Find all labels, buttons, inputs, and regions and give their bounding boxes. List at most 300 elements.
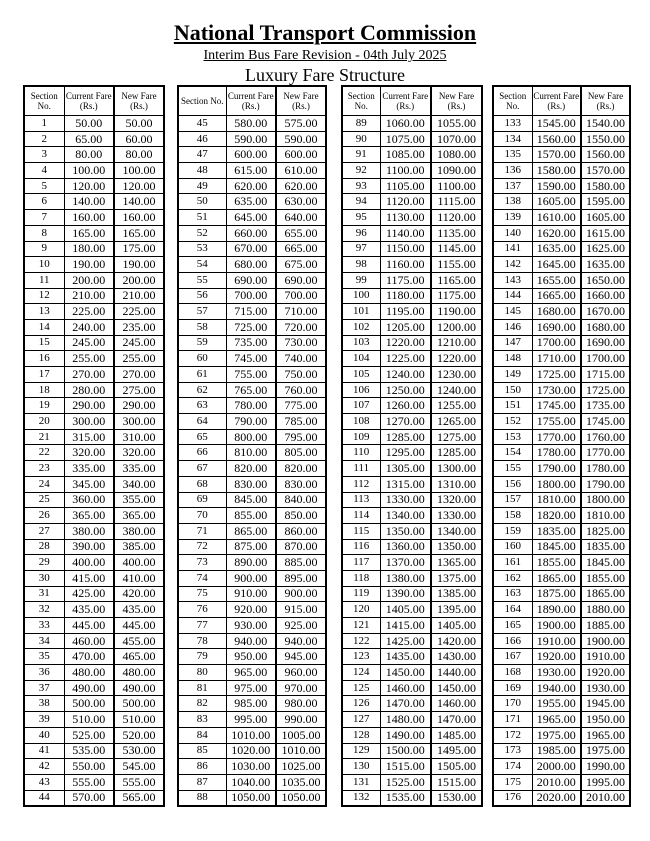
current-fare-cell: 280.00 bbox=[64, 382, 114, 398]
current-fare-cell: 800.00 bbox=[226, 429, 276, 445]
current-fare-cell: 1525.00 bbox=[380, 774, 431, 790]
current-fare-cell: 830.00 bbox=[226, 476, 276, 492]
section-no-cell: 61 bbox=[178, 367, 226, 383]
new-fare-cell: 175.00 bbox=[114, 241, 164, 257]
section-no-cell: 94 bbox=[342, 194, 380, 210]
table-row bbox=[342, 272, 482, 288]
new-fare-cell: 1635.00 bbox=[581, 257, 630, 273]
section-no-cell: 80 bbox=[178, 665, 226, 681]
new-fare-cell: 1530.00 bbox=[431, 790, 482, 806]
table-header-row bbox=[24, 86, 164, 116]
table-row bbox=[24, 225, 164, 241]
table-row bbox=[24, 696, 164, 712]
new-fare-cell: 640.00 bbox=[276, 210, 326, 226]
current-fare-cell: 380.00 bbox=[64, 523, 114, 539]
header-current-fare: Current Fare (Rs.) bbox=[532, 86, 581, 116]
current-fare-cell: 1890.00 bbox=[532, 602, 581, 618]
table-row bbox=[342, 618, 482, 634]
new-fare-cell: 1255.00 bbox=[431, 398, 482, 414]
current-fare-cell: 920.00 bbox=[226, 602, 276, 618]
current-fare-cell: 1790.00 bbox=[532, 461, 581, 477]
table-row bbox=[178, 649, 326, 665]
table-row bbox=[24, 304, 164, 320]
table-row bbox=[24, 790, 164, 806]
current-fare-cell: 1415.00 bbox=[380, 618, 431, 634]
table-row bbox=[24, 759, 164, 775]
table-row bbox=[493, 225, 630, 241]
new-fare-cell: 1145.00 bbox=[431, 241, 482, 257]
current-fare-cell: 1920.00 bbox=[532, 649, 581, 665]
table-row bbox=[342, 367, 482, 383]
new-fare-cell: 1395.00 bbox=[431, 602, 482, 618]
current-fare-cell: 755.00 bbox=[226, 367, 276, 383]
current-fare-cell: 715.00 bbox=[226, 304, 276, 320]
table-row bbox=[342, 727, 482, 743]
current-fare-cell: 900.00 bbox=[226, 570, 276, 586]
section-no-cell: 83 bbox=[178, 712, 226, 728]
current-fare-cell: 200.00 bbox=[64, 272, 114, 288]
table-row bbox=[493, 414, 630, 430]
table-row bbox=[493, 618, 630, 634]
table-row bbox=[24, 461, 164, 477]
table-row bbox=[178, 367, 326, 383]
current-fare-cell: 80.00 bbox=[64, 147, 114, 163]
new-fare-cell: 820.00 bbox=[276, 461, 326, 477]
new-fare-cell: 1735.00 bbox=[581, 398, 630, 414]
current-fare-cell: 255.00 bbox=[64, 351, 114, 367]
new-fare-cell: 870.00 bbox=[276, 539, 326, 555]
new-fare-cell: 1055.00 bbox=[431, 116, 482, 132]
current-fare-cell: 480.00 bbox=[64, 665, 114, 681]
new-fare-cell: 365.00 bbox=[114, 508, 164, 524]
new-fare-cell: 1780.00 bbox=[581, 461, 630, 477]
section-no-cell: 17 bbox=[24, 367, 64, 383]
current-fare-cell: 1105.00 bbox=[380, 178, 431, 194]
new-fare-cell: 1115.00 bbox=[431, 194, 482, 210]
header-section-no: Section No. bbox=[342, 86, 380, 116]
new-fare-cell: 1375.00 bbox=[431, 570, 482, 586]
new-fare-cell: 1405.00 bbox=[431, 618, 482, 634]
current-fare-cell: 525.00 bbox=[64, 727, 114, 743]
table-row bbox=[178, 680, 326, 696]
table-row bbox=[24, 398, 164, 414]
table-row bbox=[342, 743, 482, 759]
section-no-cell: 22 bbox=[24, 445, 64, 461]
section-no-cell: 119 bbox=[342, 586, 380, 602]
table-row bbox=[24, 476, 164, 492]
table-row bbox=[493, 555, 630, 571]
new-fare-cell: 1790.00 bbox=[581, 476, 630, 492]
section-no-cell: 9 bbox=[24, 241, 64, 257]
new-fare-cell: 50.00 bbox=[114, 116, 164, 132]
current-fare-cell: 240.00 bbox=[64, 319, 114, 335]
new-fare-cell: 455.00 bbox=[114, 633, 164, 649]
section-no-cell: 36 bbox=[24, 665, 64, 681]
current-fare-cell: 1645.00 bbox=[532, 257, 581, 273]
current-fare-cell: 210.00 bbox=[64, 288, 114, 304]
new-fare-cell: 1175.00 bbox=[431, 288, 482, 304]
table-row bbox=[178, 476, 326, 492]
section-no-cell: 64 bbox=[178, 414, 226, 430]
table-row bbox=[493, 178, 630, 194]
new-fare-cell: 160.00 bbox=[114, 210, 164, 226]
table-row bbox=[493, 319, 630, 335]
table-row bbox=[24, 288, 164, 304]
table-row bbox=[342, 680, 482, 696]
section-no-cell: 18 bbox=[24, 382, 64, 398]
current-fare-cell: 660.00 bbox=[226, 225, 276, 241]
current-fare-cell: 1985.00 bbox=[532, 743, 581, 759]
current-fare-cell: 580.00 bbox=[226, 116, 276, 132]
new-fare-cell: 915.00 bbox=[276, 602, 326, 618]
table-row bbox=[342, 586, 482, 602]
current-fare-cell: 975.00 bbox=[226, 680, 276, 696]
section-no-cell: 44 bbox=[24, 790, 64, 806]
section-no-cell: 89 bbox=[342, 116, 380, 132]
table-row bbox=[178, 570, 326, 586]
new-fare-cell: 1700.00 bbox=[581, 351, 630, 367]
new-fare-cell: 2010.00 bbox=[581, 790, 630, 806]
section-no-cell: 11 bbox=[24, 272, 64, 288]
table-row bbox=[342, 555, 482, 571]
table-row bbox=[178, 633, 326, 649]
new-fare-cell: 1930.00 bbox=[581, 680, 630, 696]
current-fare-cell: 315.00 bbox=[64, 429, 114, 445]
section-no-cell: 132 bbox=[342, 790, 380, 806]
current-fare-cell: 1030.00 bbox=[226, 759, 276, 775]
current-fare-cell: 320.00 bbox=[64, 445, 114, 461]
table-row bbox=[178, 398, 326, 414]
new-fare-cell: 200.00 bbox=[114, 272, 164, 288]
current-fare-cell: 1560.00 bbox=[532, 131, 581, 147]
new-fare-cell: 1155.00 bbox=[431, 257, 482, 273]
new-fare-cell: 1135.00 bbox=[431, 225, 482, 241]
new-fare-cell: 565.00 bbox=[114, 790, 164, 806]
new-fare-cell: 300.00 bbox=[114, 414, 164, 430]
new-fare-cell: 1845.00 bbox=[581, 555, 630, 571]
section-no-cell: 103 bbox=[342, 335, 380, 351]
section-no-cell: 125 bbox=[342, 680, 380, 696]
table-row bbox=[178, 790, 326, 806]
current-fare-cell: 745.00 bbox=[226, 351, 276, 367]
table-row bbox=[342, 492, 482, 508]
current-fare-cell: 1745.00 bbox=[532, 398, 581, 414]
table-row bbox=[493, 508, 630, 524]
table-row bbox=[342, 178, 482, 194]
page-title: National Transport Commission bbox=[173, 20, 477, 45]
section-no-cell: 21 bbox=[24, 429, 64, 445]
current-fare-cell: 1590.00 bbox=[532, 178, 581, 194]
table-row bbox=[342, 774, 482, 790]
current-fare-cell: 820.00 bbox=[226, 461, 276, 477]
table-row bbox=[24, 194, 164, 210]
table-row bbox=[493, 257, 630, 273]
section-no-cell: 24 bbox=[24, 476, 64, 492]
section-no-cell: 88 bbox=[178, 790, 226, 806]
current-fare-cell: 1975.00 bbox=[532, 727, 581, 743]
current-fare-cell: 1665.00 bbox=[532, 288, 581, 304]
table-row bbox=[24, 335, 164, 351]
current-fare-cell: 120.00 bbox=[64, 178, 114, 194]
new-fare-cell: 1165.00 bbox=[431, 272, 482, 288]
section-no-cell: 135 bbox=[493, 147, 532, 163]
new-fare-cell: 400.00 bbox=[114, 555, 164, 571]
table-row bbox=[493, 523, 630, 539]
section-no-cell: 169 bbox=[493, 680, 532, 696]
section-no-cell: 123 bbox=[342, 649, 380, 665]
current-fare-cell: 1770.00 bbox=[532, 429, 581, 445]
new-fare-cell: 1340.00 bbox=[431, 523, 482, 539]
current-fare-cell: 1800.00 bbox=[532, 476, 581, 492]
new-fare-cell: 900.00 bbox=[276, 586, 326, 602]
table-row bbox=[24, 429, 164, 445]
table-row bbox=[493, 304, 630, 320]
section-no-cell: 74 bbox=[178, 570, 226, 586]
section-no-cell: 161 bbox=[493, 555, 532, 571]
table-row bbox=[24, 210, 164, 226]
table-row bbox=[342, 304, 482, 320]
current-fare-cell: 1435.00 bbox=[380, 649, 431, 665]
section-no-cell: 35 bbox=[24, 649, 64, 665]
table-row bbox=[493, 351, 630, 367]
current-fare-cell: 1700.00 bbox=[532, 335, 581, 351]
new-fare-cell: 1950.00 bbox=[581, 712, 630, 728]
section-no-cell: 133 bbox=[493, 116, 532, 132]
new-fare-cell: 1550.00 bbox=[581, 131, 630, 147]
table-row bbox=[493, 194, 630, 210]
table-row bbox=[342, 665, 482, 681]
current-fare-cell: 1270.00 bbox=[380, 414, 431, 430]
current-fare-cell: 1315.00 bbox=[380, 476, 431, 492]
table-row bbox=[342, 288, 482, 304]
section-no-cell: 120 bbox=[342, 602, 380, 618]
current-fare-cell: 1010.00 bbox=[226, 727, 276, 743]
section-no-cell: 4 bbox=[24, 163, 64, 179]
new-fare-cell: 1885.00 bbox=[581, 618, 630, 634]
header-new-fare: New Fare (Rs.) bbox=[581, 86, 630, 116]
table-row bbox=[342, 712, 482, 728]
new-fare-cell: 1300.00 bbox=[431, 461, 482, 477]
table-row bbox=[493, 696, 630, 712]
section-no-cell: 158 bbox=[493, 508, 532, 524]
new-fare-cell: 1420.00 bbox=[431, 633, 482, 649]
current-fare-cell: 1810.00 bbox=[532, 492, 581, 508]
section-no-cell: 130 bbox=[342, 759, 380, 775]
table-row bbox=[178, 774, 326, 790]
new-fare-cell: 1965.00 bbox=[581, 727, 630, 743]
section-no-cell: 102 bbox=[342, 319, 380, 335]
table-row bbox=[493, 759, 630, 775]
current-fare-cell: 50.00 bbox=[64, 116, 114, 132]
fare-table-1 bbox=[23, 85, 165, 807]
new-fare-cell: 445.00 bbox=[114, 618, 164, 634]
current-fare-cell: 1380.00 bbox=[380, 570, 431, 586]
section-no-cell: 171 bbox=[493, 712, 532, 728]
current-fare-cell: 535.00 bbox=[64, 743, 114, 759]
table-row bbox=[178, 351, 326, 367]
new-fare-cell: 1945.00 bbox=[581, 696, 630, 712]
new-fare-cell: 610.00 bbox=[276, 163, 326, 179]
table-row bbox=[178, 335, 326, 351]
current-fare-cell: 780.00 bbox=[226, 398, 276, 414]
section-no-cell: 91 bbox=[342, 147, 380, 163]
current-fare-cell: 1535.00 bbox=[380, 790, 431, 806]
table-row bbox=[24, 367, 164, 383]
table-header-row bbox=[178, 86, 326, 116]
section-no-cell: 92 bbox=[342, 163, 380, 179]
current-fare-cell: 1855.00 bbox=[532, 555, 581, 571]
table-row bbox=[493, 602, 630, 618]
new-fare-cell: 1220.00 bbox=[431, 351, 482, 367]
new-fare-cell: 1595.00 bbox=[581, 194, 630, 210]
section-no-cell: 6 bbox=[24, 194, 64, 210]
new-fare-cell: 1760.00 bbox=[581, 429, 630, 445]
table-header-row bbox=[493, 86, 630, 116]
new-fare-cell: 1495.00 bbox=[431, 743, 482, 759]
new-fare-cell: 235.00 bbox=[114, 319, 164, 335]
section-no-cell: 144 bbox=[493, 288, 532, 304]
new-fare-cell: 630.00 bbox=[276, 194, 326, 210]
table-row bbox=[178, 539, 326, 555]
section-no-cell: 75 bbox=[178, 586, 226, 602]
current-fare-cell: 500.00 bbox=[64, 696, 114, 712]
table-row bbox=[178, 194, 326, 210]
section-no-cell: 68 bbox=[178, 476, 226, 492]
new-fare-cell: 410.00 bbox=[114, 570, 164, 586]
section-no-cell: 69 bbox=[178, 492, 226, 508]
current-fare-cell: 570.00 bbox=[64, 790, 114, 806]
current-fare-cell: 1865.00 bbox=[532, 570, 581, 586]
table-row bbox=[24, 241, 164, 257]
current-fare-cell: 1160.00 bbox=[380, 257, 431, 273]
section-no-cell: 155 bbox=[493, 461, 532, 477]
table-row bbox=[342, 241, 482, 257]
table-row bbox=[178, 665, 326, 681]
new-fare-cell: 760.00 bbox=[276, 382, 326, 398]
new-fare-cell: 1275.00 bbox=[431, 429, 482, 445]
section-no-cell: 98 bbox=[342, 257, 380, 273]
table-row bbox=[178, 241, 326, 257]
current-fare-cell: 1755.00 bbox=[532, 414, 581, 430]
new-fare-cell: 1050.00 bbox=[276, 790, 326, 806]
current-fare-cell: 345.00 bbox=[64, 476, 114, 492]
current-fare-cell: 1930.00 bbox=[532, 665, 581, 681]
table-row bbox=[178, 492, 326, 508]
section-no-cell: 164 bbox=[493, 602, 532, 618]
table-row bbox=[493, 743, 630, 759]
section-no-cell: 8 bbox=[24, 225, 64, 241]
new-fare-cell: 1835.00 bbox=[581, 539, 630, 555]
section-no-cell: 121 bbox=[342, 618, 380, 634]
current-fare-cell: 365.00 bbox=[64, 508, 114, 524]
section-no-cell: 150 bbox=[493, 382, 532, 398]
table-row bbox=[178, 147, 326, 163]
table-row bbox=[493, 445, 630, 461]
new-fare-cell: 1660.00 bbox=[581, 288, 630, 304]
section-no-cell: 159 bbox=[493, 523, 532, 539]
new-fare-cell: 310.00 bbox=[114, 429, 164, 445]
new-fare-cell: 1990.00 bbox=[581, 759, 630, 775]
section-no-cell: 114 bbox=[342, 508, 380, 524]
section-no-cell: 116 bbox=[342, 539, 380, 555]
new-fare-cell: 960.00 bbox=[276, 665, 326, 681]
section-no-cell: 67 bbox=[178, 461, 226, 477]
new-fare-cell: 245.00 bbox=[114, 335, 164, 351]
current-fare-cell: 1085.00 bbox=[380, 147, 431, 163]
section-no-cell: 53 bbox=[178, 241, 226, 257]
current-fare-cell: 615.00 bbox=[226, 163, 276, 179]
table-row bbox=[178, 131, 326, 147]
section-no-cell: 59 bbox=[178, 335, 226, 351]
current-fare-cell: 930.00 bbox=[226, 618, 276, 634]
table-row bbox=[24, 319, 164, 335]
section-no-cell: 85 bbox=[178, 743, 226, 759]
table-row bbox=[178, 178, 326, 194]
table-row bbox=[342, 257, 482, 273]
table-row bbox=[493, 367, 630, 383]
table-row bbox=[178, 618, 326, 634]
table-row bbox=[178, 414, 326, 430]
section-no-cell: 25 bbox=[24, 492, 64, 508]
section-no-cell: 174 bbox=[493, 759, 532, 775]
new-fare-cell: 520.00 bbox=[114, 727, 164, 743]
table-row bbox=[342, 351, 482, 367]
current-fare-cell: 1900.00 bbox=[532, 618, 581, 634]
table-row bbox=[24, 272, 164, 288]
current-fare-cell: 1710.00 bbox=[532, 351, 581, 367]
table-row bbox=[24, 649, 164, 665]
section-no-cell: 152 bbox=[493, 414, 532, 430]
table-row bbox=[342, 759, 482, 775]
section-no-cell: 162 bbox=[493, 570, 532, 586]
table-row bbox=[24, 508, 164, 524]
table-row bbox=[493, 288, 630, 304]
table-row bbox=[342, 382, 482, 398]
current-fare-cell: 100.00 bbox=[64, 163, 114, 179]
current-fare-cell: 550.00 bbox=[64, 759, 114, 775]
section-no-cell: 20 bbox=[24, 414, 64, 430]
section-no-cell: 107 bbox=[342, 398, 380, 414]
new-fare-cell: 1440.00 bbox=[431, 665, 482, 681]
current-fare-cell: 1605.00 bbox=[532, 194, 581, 210]
new-fare-cell: 795.00 bbox=[276, 429, 326, 445]
table-row bbox=[342, 429, 482, 445]
section-no-cell: 14 bbox=[24, 319, 64, 335]
new-fare-cell: 1680.00 bbox=[581, 319, 630, 335]
current-fare-cell: 270.00 bbox=[64, 367, 114, 383]
new-fare-cell: 1310.00 bbox=[431, 476, 482, 492]
current-fare-cell: 1845.00 bbox=[532, 539, 581, 555]
table-row bbox=[178, 225, 326, 241]
table-row bbox=[342, 319, 482, 335]
new-fare-cell: 990.00 bbox=[276, 712, 326, 728]
section-no-cell: 71 bbox=[178, 523, 226, 539]
table-row bbox=[178, 445, 326, 461]
current-fare-cell: 1360.00 bbox=[380, 539, 431, 555]
table-row bbox=[342, 147, 482, 163]
section-no-cell: 81 bbox=[178, 680, 226, 696]
current-fare-cell: 950.00 bbox=[226, 649, 276, 665]
section-no-cell: 87 bbox=[178, 774, 226, 790]
new-fare-cell: 1265.00 bbox=[431, 414, 482, 430]
section-no-cell: 101 bbox=[342, 304, 380, 320]
new-fare-cell: 1385.00 bbox=[431, 586, 482, 602]
new-fare-cell: 885.00 bbox=[276, 555, 326, 571]
new-fare-cell: 60.00 bbox=[114, 131, 164, 147]
new-fare-cell: 1975.00 bbox=[581, 743, 630, 759]
table-row bbox=[493, 680, 630, 696]
current-fare-cell: 680.00 bbox=[226, 257, 276, 273]
